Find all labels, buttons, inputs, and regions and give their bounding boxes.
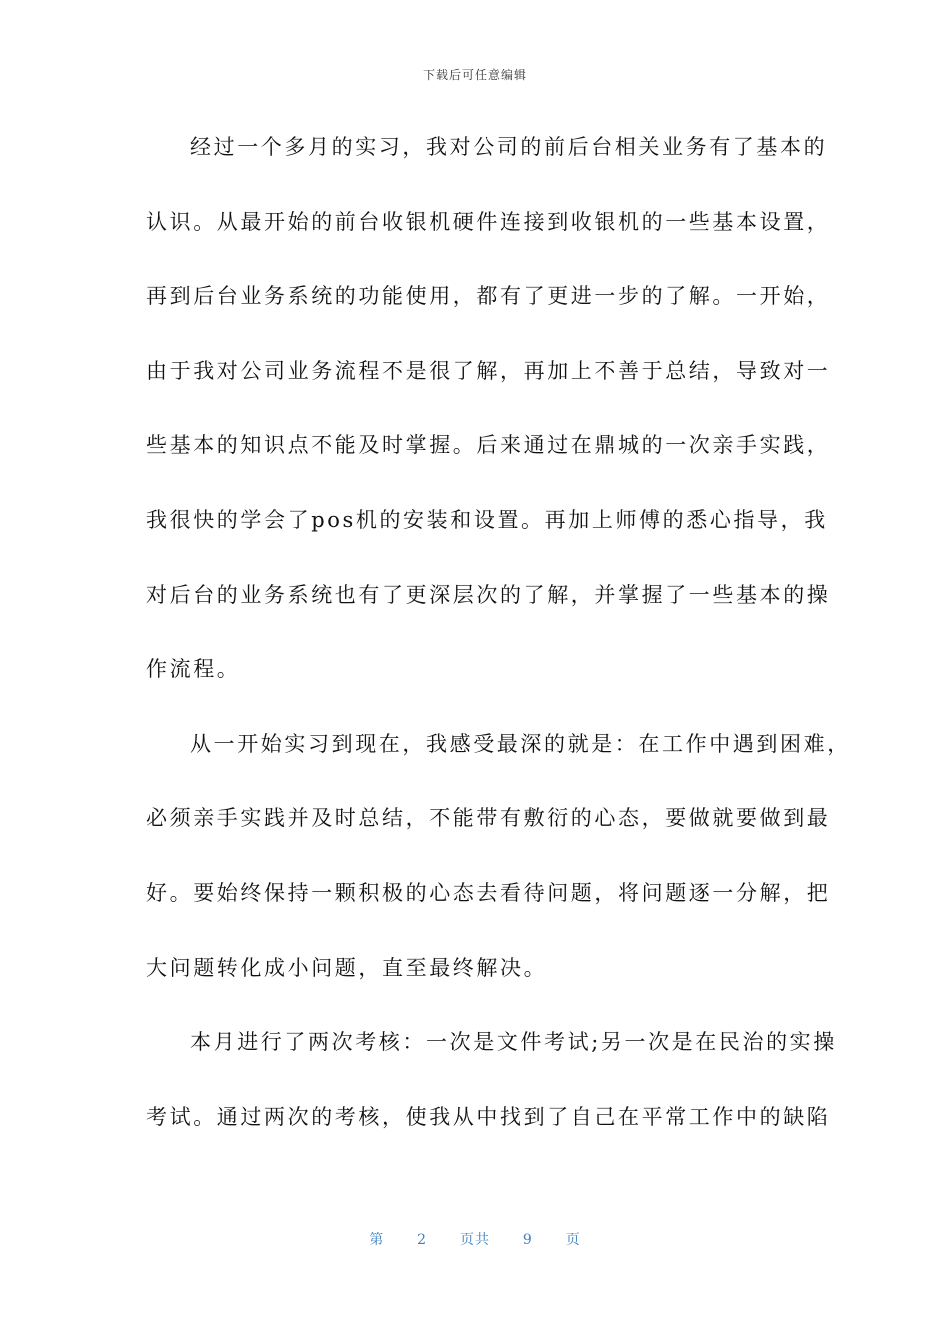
footer-total-pages: 9	[522, 1232, 533, 1248]
footer-suffix: 页	[565, 1232, 581, 1248]
paragraph-1-line-6: 我很快的学会了pos机的安装和设置。再加上师傅的悉心指导，我	[146, 507, 828, 532]
paragraph-1-line-5: 些基本的知识点不能及时掌握。后来通过在鼎城的一次亲手实践，	[146, 433, 831, 458]
document-body	[146, 128, 851, 1172]
paragraph-2-line-4: 大问题转化成小问题，直至最终解决。	[146, 955, 548, 980]
paragraph-3-line-1: 本月进行了两次考核：一次是文件考试;另一次是在民治的实操	[190, 1030, 837, 1055]
footer-prefix: 第	[369, 1232, 385, 1248]
footer-middle: 页共	[460, 1232, 490, 1248]
paragraph-1-line-4: 由于我对公司业务流程不是很了解，再加上不善于总结，导致对一	[146, 358, 831, 383]
paragraph-1-line-8: 作流程。	[146, 657, 241, 682]
paragraph-2-line-3: 好。要始终保持一颗积极的心态去看待问题，将问题逐一分解，把	[146, 880, 831, 905]
footer-current-page: 2	[417, 1232, 428, 1248]
paragraph-1-line-1: 经过一个多月的实习，我对公司的前后台相关业务有了基本的	[190, 135, 828, 159]
paragraph-1-line-2: 认识。从最开始的前台收银机硬件连接到收银机的一些基本设置，	[146, 209, 831, 234]
paragraph-3-line-2: 考试。通过两次的考核，使我从中找到了自己在平常工作中的缺陷	[146, 1104, 831, 1129]
paragraph-2-line-1: 从一开始实习到现在，我感受最深的就是：在工作中遇到困难，	[190, 731, 851, 756]
page-footer	[0, 1229, 950, 1249]
paragraph-2-line-2: 必须亲手实践并及时总结，不能带有敷衍的心态，要做就要做到最	[146, 806, 831, 831]
paragraph-1-line-3: 再到后台业务系统的功能使用，都有了更进一步的了解。一开始，	[146, 284, 831, 309]
paragraph-1-line-7: 对后台的业务系统也有了更深层次的了解，并掌握了一些基本的操	[146, 582, 831, 607]
header-note: 下载后可任意编辑	[422, 68, 527, 82]
